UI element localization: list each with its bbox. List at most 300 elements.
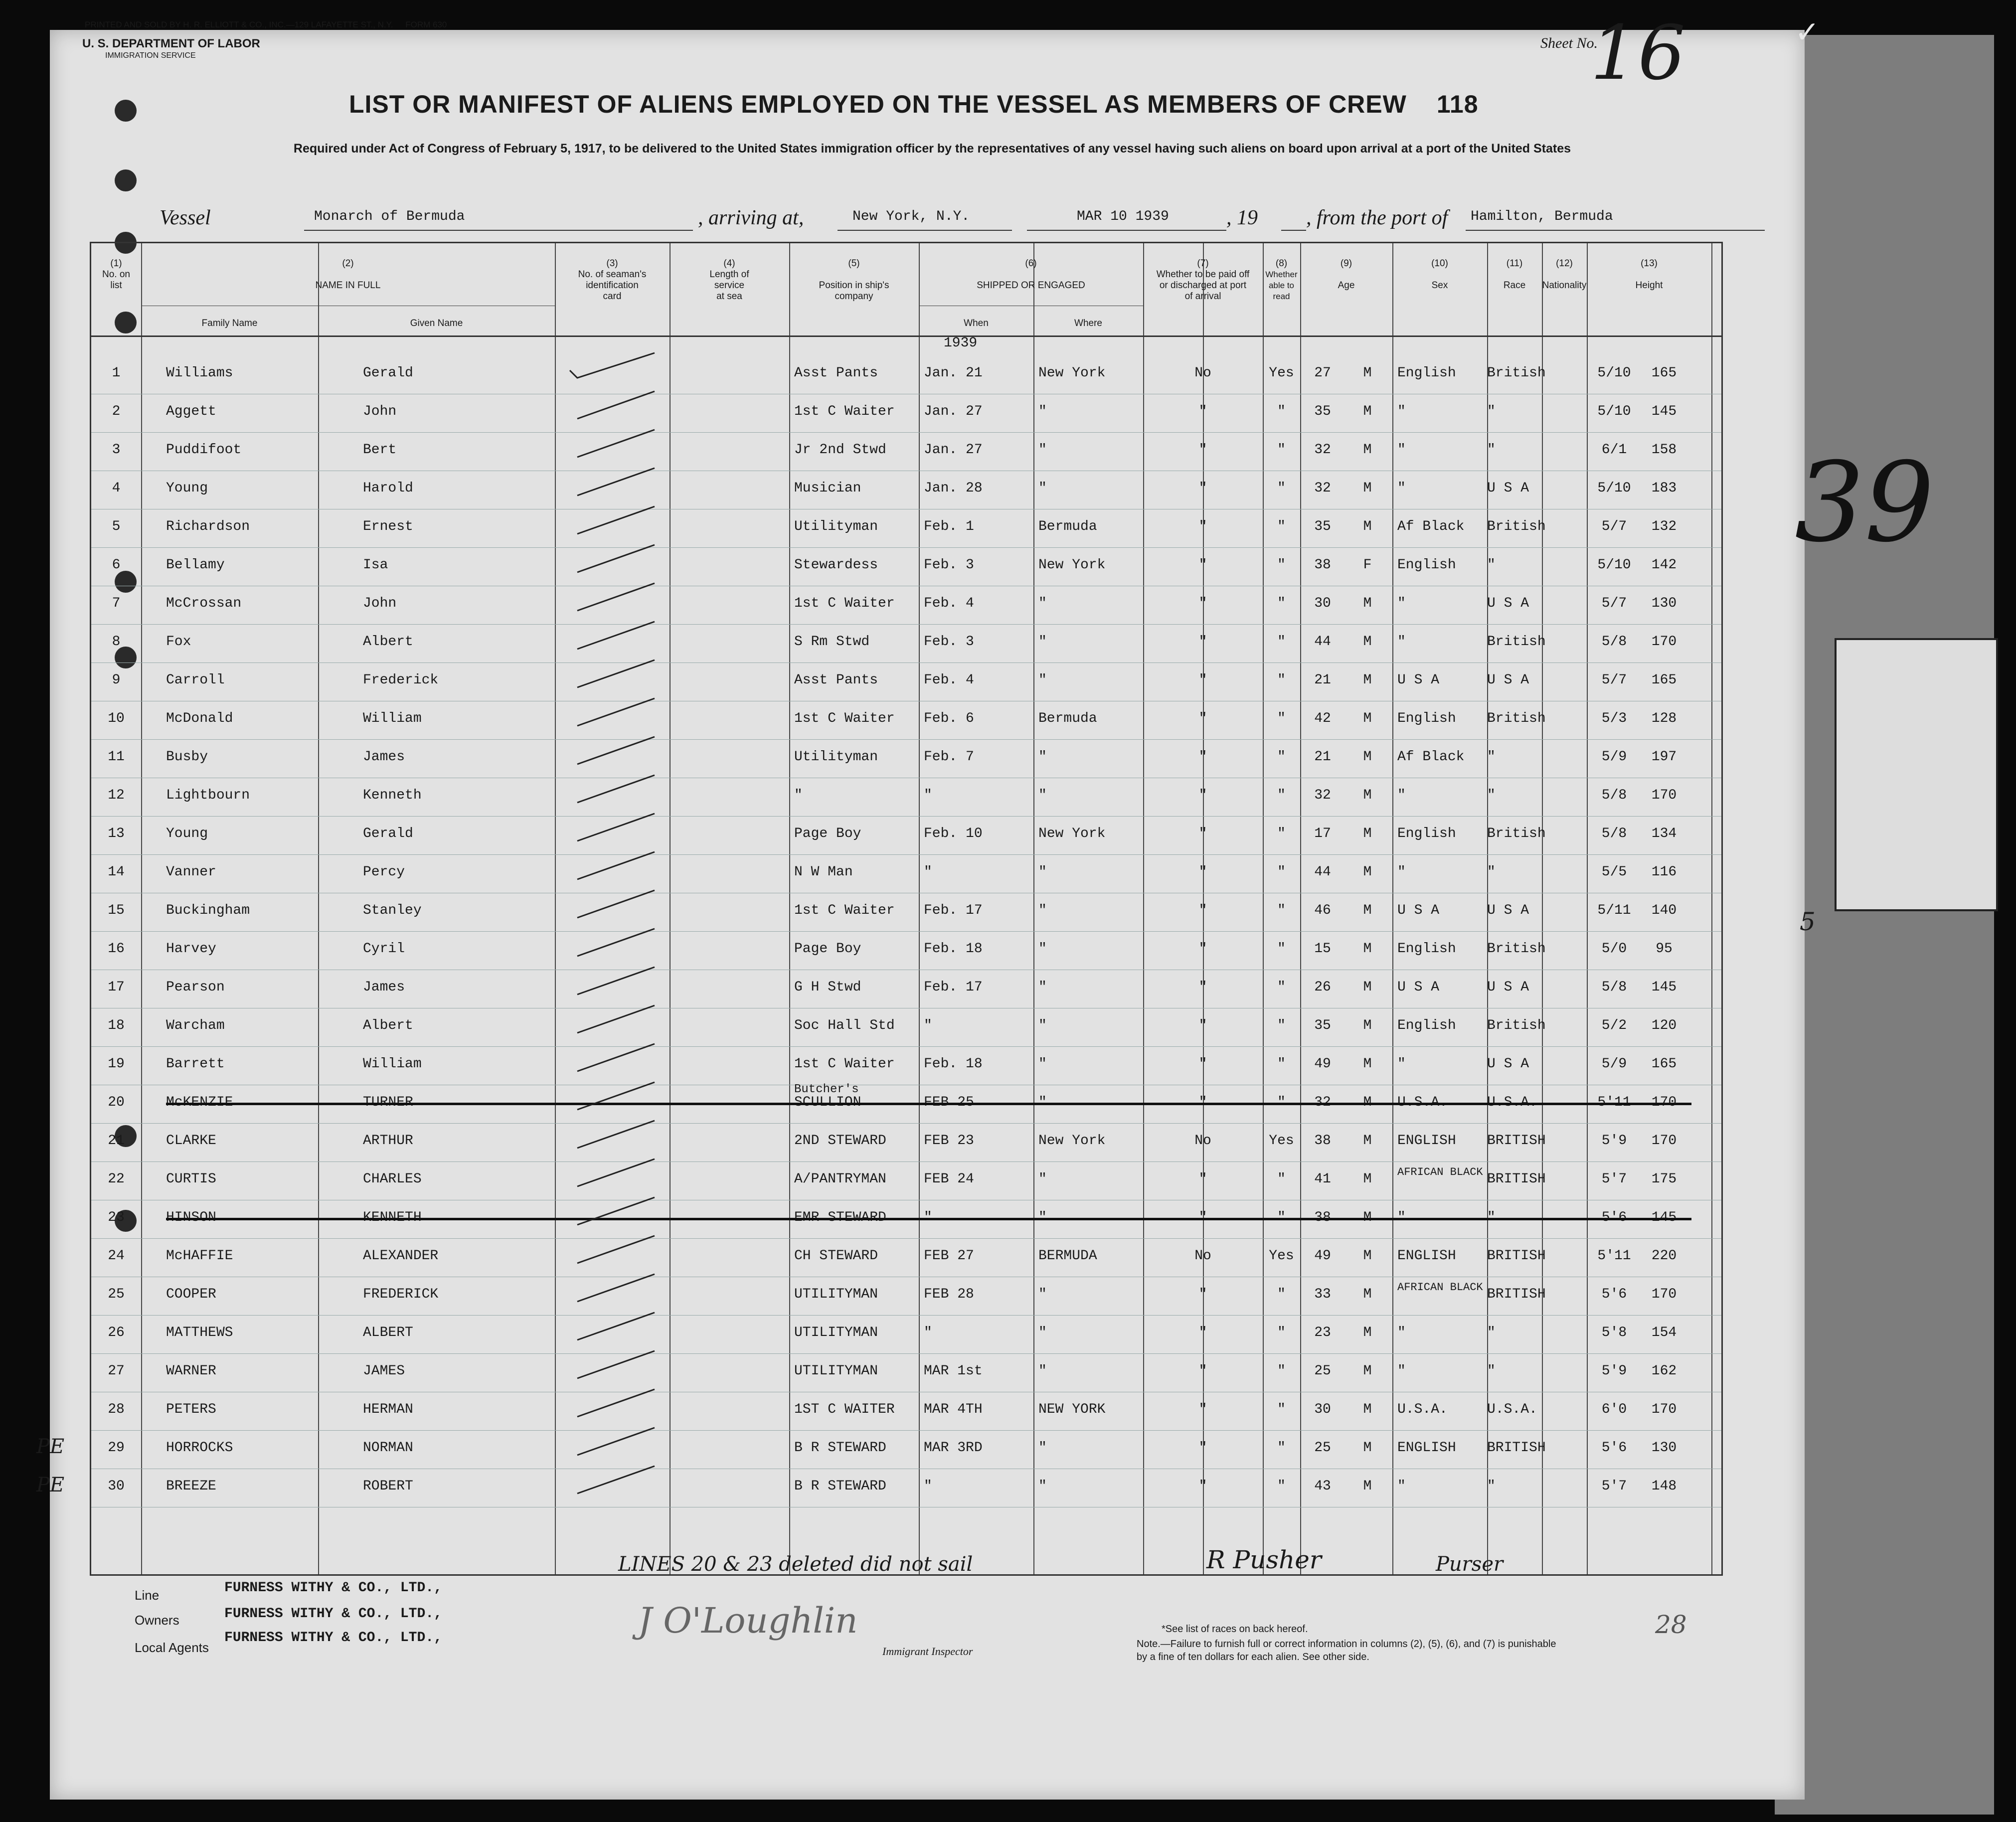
check-tick [565, 581, 665, 616]
punch-hole [115, 169, 137, 191]
cell-position: B R STEWARD [794, 1479, 886, 1494]
col11-num: (11) [1506, 258, 1523, 269]
cell-weight: 142 [1651, 557, 1677, 573]
check-tick [565, 350, 665, 385]
check-tick [565, 1425, 665, 1460]
cell-weight: 145 [1651, 980, 1677, 995]
cell-race: Af Black [1397, 519, 1465, 534]
cell-no: 26 [108, 1325, 125, 1340]
cell-no: 16 [108, 941, 125, 957]
cell-weight: 134 [1651, 826, 1677, 841]
cell-given: Percy [363, 864, 405, 880]
cell-paid: " [1198, 980, 1207, 995]
cell-position: A/PANTRYMAN [794, 1171, 886, 1187]
cell-paid: No [1194, 365, 1211, 381]
cell-sex: M [1363, 1287, 1372, 1302]
cell-no: 2 [112, 404, 121, 419]
check-tick [565, 1310, 665, 1345]
check-tick [565, 1080, 665, 1115]
cell-paid: " [1198, 1440, 1207, 1456]
cell-where: " [1038, 788, 1047, 803]
cell-weight: 95 [1656, 941, 1673, 957]
cell-weight: 120 [1651, 1018, 1677, 1033]
cell-nat: " [1487, 749, 1496, 765]
check-tick [565, 466, 665, 500]
cell-read: Yes [1269, 1248, 1294, 1264]
cell-height: 5/11 [1597, 903, 1631, 918]
col7-num: (7) [1197, 258, 1209, 269]
cell-height: 5'8 [1601, 1325, 1627, 1340]
cell-paid: " [1198, 1363, 1207, 1379]
row-rule [91, 1315, 1721, 1316]
deleted-lines-note: LINES 20 & 23 deleted did not sail [618, 1553, 973, 1576]
col11-header: Race [1503, 280, 1526, 291]
cell-read: " [1277, 596, 1286, 611]
cell-weight: 183 [1651, 481, 1677, 496]
cell-read: " [1277, 1287, 1286, 1302]
cell-no: 24 [108, 1248, 125, 1264]
cell-where: " [1038, 1018, 1047, 1033]
cell-no: 27 [108, 1363, 125, 1379]
cell-no: 12 [108, 788, 125, 803]
cell-age: 21 [1314, 749, 1331, 765]
cell-family: MATTHEWS [166, 1325, 233, 1340]
cell-weight: 130 [1651, 596, 1677, 611]
cell-no: 30 [108, 1479, 125, 1494]
cell-weight: 116 [1651, 864, 1677, 880]
cell-when: " [924, 1479, 932, 1494]
cell-race: English [1397, 1018, 1456, 1033]
cell-sex: M [1363, 711, 1372, 726]
cell-family: COOPER [166, 1287, 216, 1302]
cell-sex: M [1363, 365, 1372, 381]
cell-paid: " [1198, 481, 1207, 496]
cell-nat: British [1487, 365, 1546, 381]
cell-paid: " [1198, 864, 1207, 880]
cell-no: 10 [108, 711, 125, 726]
cell-where: Bermuda [1038, 519, 1097, 534]
cell-nat: BRITISH [1487, 1287, 1546, 1302]
cell-nat: " [1487, 1479, 1496, 1494]
cell-weight: 132 [1651, 519, 1677, 534]
cell-weight: 162 [1651, 1363, 1677, 1379]
cell-race: English [1397, 711, 1456, 726]
cell-nat: U S A [1487, 1056, 1529, 1072]
cell-when: FEB 27 [924, 1248, 974, 1264]
cell-where: Bermuda [1038, 711, 1097, 726]
cell-paid: " [1198, 557, 1207, 573]
col8-header: Whether able to read [1265, 270, 1298, 301]
cell-no: 5 [112, 519, 121, 534]
cell-when: Feb. 18 [924, 1056, 983, 1072]
col3-num: (3) [606, 258, 618, 269]
cell-when: Jan. 28 [924, 481, 983, 496]
cell-height: 5'11 [1597, 1248, 1631, 1264]
cell-paid: " [1198, 903, 1207, 918]
cell-read: " [1277, 1171, 1286, 1187]
cell-race: " [1397, 1479, 1406, 1494]
cell-when: " [924, 1325, 932, 1340]
cell-given: HERMAN [363, 1402, 413, 1417]
cell-where: " [1038, 941, 1047, 957]
cell-when: MAR 4TH [924, 1402, 983, 1417]
cell-no: 28 [108, 1402, 125, 1417]
cell-weight: 170 [1651, 1402, 1677, 1417]
cell-family: Warcham [166, 1018, 225, 1033]
cell-age: 44 [1314, 634, 1331, 650]
cell-sex: M [1363, 749, 1372, 765]
cell-nat: British [1487, 711, 1546, 726]
cell-no: 11 [108, 749, 125, 765]
cell-when: Feb. 17 [924, 980, 983, 995]
cell-age: 32 [1314, 442, 1331, 458]
owners-value: FURNESS WITHY & CO., LTD., [224, 1606, 442, 1622]
cell-nat: " [1487, 557, 1496, 573]
row-rule [91, 1353, 1721, 1354]
cell-weight: 128 [1651, 711, 1677, 726]
cell-when: Feb. 1 [924, 519, 974, 534]
cell-family: Aggett [166, 404, 216, 419]
cell-height: 5/10 [1597, 557, 1631, 573]
check-tick [565, 734, 665, 769]
cell-age: 33 [1314, 1287, 1331, 1302]
title-text: LIST OR MANIFEST OF ALIENS EMPLOYED ON THE VESSEL AS MEMBERS OF CREW [349, 90, 1407, 118]
cell-height: 5/3 [1601, 711, 1627, 726]
cell-height: 5/10 [1597, 481, 1631, 496]
cell-given: Gerald [363, 826, 413, 841]
cell-sex: M [1363, 1402, 1372, 1417]
cell-race: U S A [1397, 903, 1440, 918]
cell-position: Utilityman [794, 749, 878, 765]
cell-height: 5/10 [1597, 404, 1631, 419]
cell-race: " [1397, 1056, 1406, 1072]
cell-sex: M [1363, 634, 1372, 650]
cell-height: 5/8 [1601, 788, 1627, 803]
cell-when: Feb. 6 [924, 711, 974, 726]
cell-height: 5/8 [1601, 826, 1627, 841]
cell-where: " [1038, 672, 1047, 688]
cell-given: John [363, 596, 397, 611]
col6-header: SHIPPED OR ENGAGED [977, 280, 1085, 291]
row-rule [91, 1123, 1721, 1124]
cell-position-correction: Butcher's [794, 1083, 859, 1096]
deletion-strike [166, 1218, 1691, 1220]
cell-nat: " [1487, 788, 1496, 803]
cell-family: BREEZE [166, 1479, 216, 1494]
cell-paid: " [1198, 1171, 1207, 1187]
department-name: U. S. DEPARTMENT OF LABOR [82, 37, 260, 50]
col5-header: Position in ship's company [819, 280, 889, 302]
cell-age: 21 [1314, 672, 1331, 688]
cell-when: Feb. 4 [924, 596, 974, 611]
cell-family: Fox [166, 634, 191, 650]
cell-when: " [924, 864, 932, 880]
cell-no: 4 [112, 481, 121, 496]
cell-paid: " [1198, 711, 1207, 726]
col4-header: Length of service at sea [709, 269, 749, 302]
cell-paid: " [1198, 404, 1207, 419]
cell-read: " [1277, 404, 1286, 419]
cell-where: " [1038, 864, 1047, 880]
cell-when: " [924, 788, 932, 803]
vessel-name: Monarch of Bermuda [314, 209, 465, 224]
col6-when-header: When [964, 318, 989, 329]
row-rule [91, 547, 1721, 548]
cell-given: Isa [363, 557, 388, 573]
cell-paid: " [1198, 442, 1207, 458]
row-rule [91, 854, 1721, 855]
cell-age: 30 [1314, 1402, 1331, 1417]
arriving-port: New York, N.Y. [852, 209, 970, 224]
cell-weight: 170 [1651, 1133, 1677, 1149]
cell-paid: " [1198, 788, 1207, 803]
cell-family: Harvey [166, 941, 216, 957]
cell-given: Ernest [363, 519, 413, 534]
cell-given: FREDERICK [363, 1287, 439, 1302]
cell-family: Vanner [166, 864, 216, 880]
cell-race: " [1397, 1325, 1406, 1340]
cell-read: " [1277, 788, 1286, 803]
cell-weight: 158 [1651, 442, 1677, 458]
row-rule [91, 1238, 1721, 1239]
cell-age: 32 [1314, 481, 1331, 496]
department-heading [82, 38, 260, 62]
cell-given: Cyril [363, 941, 405, 957]
purser-signature: R Pusher [1206, 1545, 1322, 1574]
cell-position: Musician [794, 481, 861, 496]
cell-position: 2ND STEWARD [794, 1133, 886, 1149]
cell-age: 42 [1314, 711, 1331, 726]
cell-no: 15 [108, 903, 125, 918]
cell-nat: " [1487, 442, 1496, 458]
side-mark-39: 39 [1795, 439, 1934, 566]
cell-sex: M [1363, 1171, 1372, 1187]
cell-position: G H Stwd [794, 980, 861, 995]
check-tick [565, 696, 665, 731]
cell-read: " [1277, 826, 1286, 841]
cell-no: 7 [112, 596, 121, 611]
cell-race: " [1397, 442, 1406, 458]
cell-sex: M [1363, 596, 1372, 611]
cell-when: Jan. 27 [924, 442, 983, 458]
cell-race: English [1397, 557, 1456, 573]
from-label: , from the port of [1306, 206, 1448, 229]
cell-where: " [1038, 1363, 1047, 1379]
cell-no: 9 [112, 672, 121, 688]
cell-sex: M [1363, 864, 1372, 880]
check-tick [565, 1233, 665, 1268]
cell-given: ROBERT [363, 1479, 413, 1494]
cell-age: 32 [1314, 788, 1331, 803]
service-name: IMMIGRATION SERVICE [105, 51, 196, 60]
form-number: FORM 630 [405, 20, 447, 29]
cell-family: HORROCKS [166, 1440, 233, 1456]
from-port: Hamilton, Bermuda [1471, 209, 1613, 224]
cell-no: 1 [112, 365, 121, 381]
cell-given: Frederick [363, 672, 439, 688]
cell-sex: M [1363, 1056, 1372, 1072]
title-number: 118 [1436, 90, 1479, 118]
cell-no: 8 [112, 634, 121, 650]
cell-read: " [1277, 711, 1286, 726]
cell-when: " [924, 1018, 932, 1033]
check-tick [565, 1387, 665, 1422]
col7-header: Whether to be paid off or discharged at port of arrival [1156, 269, 1250, 302]
check-tick [565, 619, 665, 654]
cell-nat: British [1487, 941, 1546, 957]
cell-height: 5'6 [1601, 1440, 1627, 1456]
cell-when: Feb. 17 [924, 903, 983, 918]
cell-position: UTILITYMAN [794, 1325, 878, 1340]
cell-nat: U.S.A. [1487, 1402, 1537, 1417]
cell-race: AFRICAN BLACK [1397, 1166, 1483, 1178]
cell-sex: M [1363, 1248, 1372, 1264]
cell-when: Feb. 7 [924, 749, 974, 765]
cell-read: " [1277, 1325, 1286, 1340]
cell-weight: 170 [1651, 634, 1677, 650]
cell-read: " [1277, 864, 1286, 880]
cell-paid: " [1198, 1325, 1207, 1340]
cell-position: Asst Pants [794, 672, 878, 688]
cell-where: " [1038, 1056, 1047, 1072]
requirement-text: Required under Act of Congress of February 5, 1917, to be delivered to the United States immigration officer by the representatives of any vessel having such aliens on board upon arrival at a port of the United States [293, 142, 1571, 156]
check-tick [565, 658, 665, 692]
cell-read: " [1277, 980, 1286, 995]
row-rule [91, 1161, 1721, 1162]
line-label: Line [135, 1588, 160, 1603]
cell-sex: M [1363, 941, 1372, 957]
cell-given: CHARLES [363, 1171, 422, 1187]
cell-age: 44 [1314, 864, 1331, 880]
cell-no: 21 [108, 1133, 125, 1149]
cell-no: 20 [108, 1095, 125, 1110]
cell-age: 23 [1314, 1325, 1331, 1340]
cell-family: Pearson [166, 980, 225, 995]
row-rule [91, 1046, 1721, 1047]
cell-height: 5/7 [1601, 672, 1627, 688]
cell-race: English [1397, 941, 1456, 957]
cell-nat: British [1487, 519, 1546, 534]
col9-num: (9) [1340, 258, 1352, 269]
cell-position: 1ST C WAITER [794, 1402, 895, 1417]
cell-weight: 197 [1651, 749, 1677, 765]
cell-sex: M [1363, 519, 1372, 534]
cell-height: 5/9 [1601, 1056, 1627, 1072]
check-tick [565, 926, 665, 961]
cell-sex: M [1363, 826, 1372, 841]
cell-race: AFRICAN BLACK [1397, 1281, 1483, 1294]
manifest-title [349, 90, 1479, 119]
cell-sex: M [1363, 481, 1372, 496]
cell-no: 18 [108, 1018, 125, 1033]
cell-nat: BRITISH [1487, 1248, 1546, 1264]
cell-where: " [1038, 1287, 1047, 1302]
cell-given: NORMAN [363, 1440, 413, 1456]
check-tick [565, 1195, 665, 1230]
col5-num: (5) [848, 258, 860, 269]
cell-read: " [1277, 941, 1286, 957]
cell-where: NEW YORK [1038, 1402, 1106, 1417]
cell-age: 46 [1314, 903, 1331, 918]
cell-when: Feb. 3 [924, 557, 974, 573]
cell-family: McDonald [166, 711, 233, 726]
cell-race: ENGLISH [1397, 1248, 1456, 1264]
cell-sex: M [1363, 442, 1372, 458]
cell-race: English [1397, 365, 1456, 381]
races-note: *See list of races on back hereof. [1162, 1624, 1308, 1635]
cell-when: Feb. 10 [924, 826, 983, 841]
cell-given: Kenneth [363, 788, 422, 803]
cell-read: " [1277, 1440, 1286, 1456]
cell-read: " [1277, 634, 1286, 650]
check-tick [565, 427, 665, 462]
cell-sex: M [1363, 1325, 1372, 1340]
deletion-strike [166, 1103, 1691, 1105]
cell-family: Young [166, 826, 208, 841]
cell-weight: 165 [1651, 365, 1677, 381]
cell-nat: U S A [1487, 980, 1529, 995]
cell-position: UTILITYMAN [794, 1287, 878, 1302]
check-tick [565, 849, 665, 884]
cell-paid: No [1194, 1133, 1211, 1149]
inspector-signature: J O'Loughlin [638, 1600, 858, 1641]
row-rule [91, 432, 1721, 433]
cell-given: JAMES [363, 1363, 405, 1379]
cell-where: New York [1038, 365, 1106, 381]
cell-height: 6/1 [1601, 442, 1627, 458]
cell-age: 35 [1314, 519, 1331, 534]
col12-num: (12) [1556, 258, 1573, 269]
row-rule [91, 816, 1721, 817]
cell-height: 6'0 [1601, 1402, 1627, 1417]
cell-paid: " [1198, 1056, 1207, 1072]
col6-where-header: Where [1074, 318, 1102, 329]
cell-where: New York [1038, 557, 1106, 573]
col2-family-header: Family Name [201, 318, 258, 329]
cell-given: Bert [363, 442, 397, 458]
cell-age: 38 [1314, 1133, 1331, 1149]
cell-given: Harold [363, 481, 413, 496]
cell-sex: M [1363, 404, 1372, 419]
year-note: 1939 [944, 335, 978, 351]
inspector-label: Immigrant Inspector [882, 1645, 973, 1657]
row-rule [91, 1430, 1721, 1431]
col12-header: Nationality [1542, 280, 1587, 291]
cell-height: 5/8 [1601, 980, 1627, 995]
cell-family: WARNER [166, 1363, 216, 1379]
cell-paid: " [1198, 672, 1207, 688]
cell-height: 5/7 [1601, 596, 1627, 611]
cell-where: " [1038, 442, 1047, 458]
cell-age: 43 [1314, 1479, 1331, 1494]
cell-read: " [1277, 903, 1286, 918]
col2-num: (2) [342, 258, 354, 269]
cell-when: FEB 23 [924, 1133, 974, 1149]
cell-where: " [1038, 1479, 1047, 1494]
cell-nat: " [1487, 864, 1496, 880]
purser-label: Purser [1436, 1553, 1504, 1576]
cell-family: Busby [166, 749, 208, 765]
cell-nat: BRITISH [1487, 1171, 1546, 1187]
cell-given: ARTHUR [363, 1133, 413, 1149]
cell-paid: " [1198, 749, 1207, 765]
cell-family: CLARKE [166, 1133, 216, 1149]
cell-where: BERMUDA [1038, 1248, 1097, 1264]
cell-race: " [1397, 596, 1406, 611]
cell-no: 14 [108, 864, 125, 880]
cell-when: Jan. 21 [924, 365, 983, 381]
col8-num: (8) [1275, 258, 1288, 269]
